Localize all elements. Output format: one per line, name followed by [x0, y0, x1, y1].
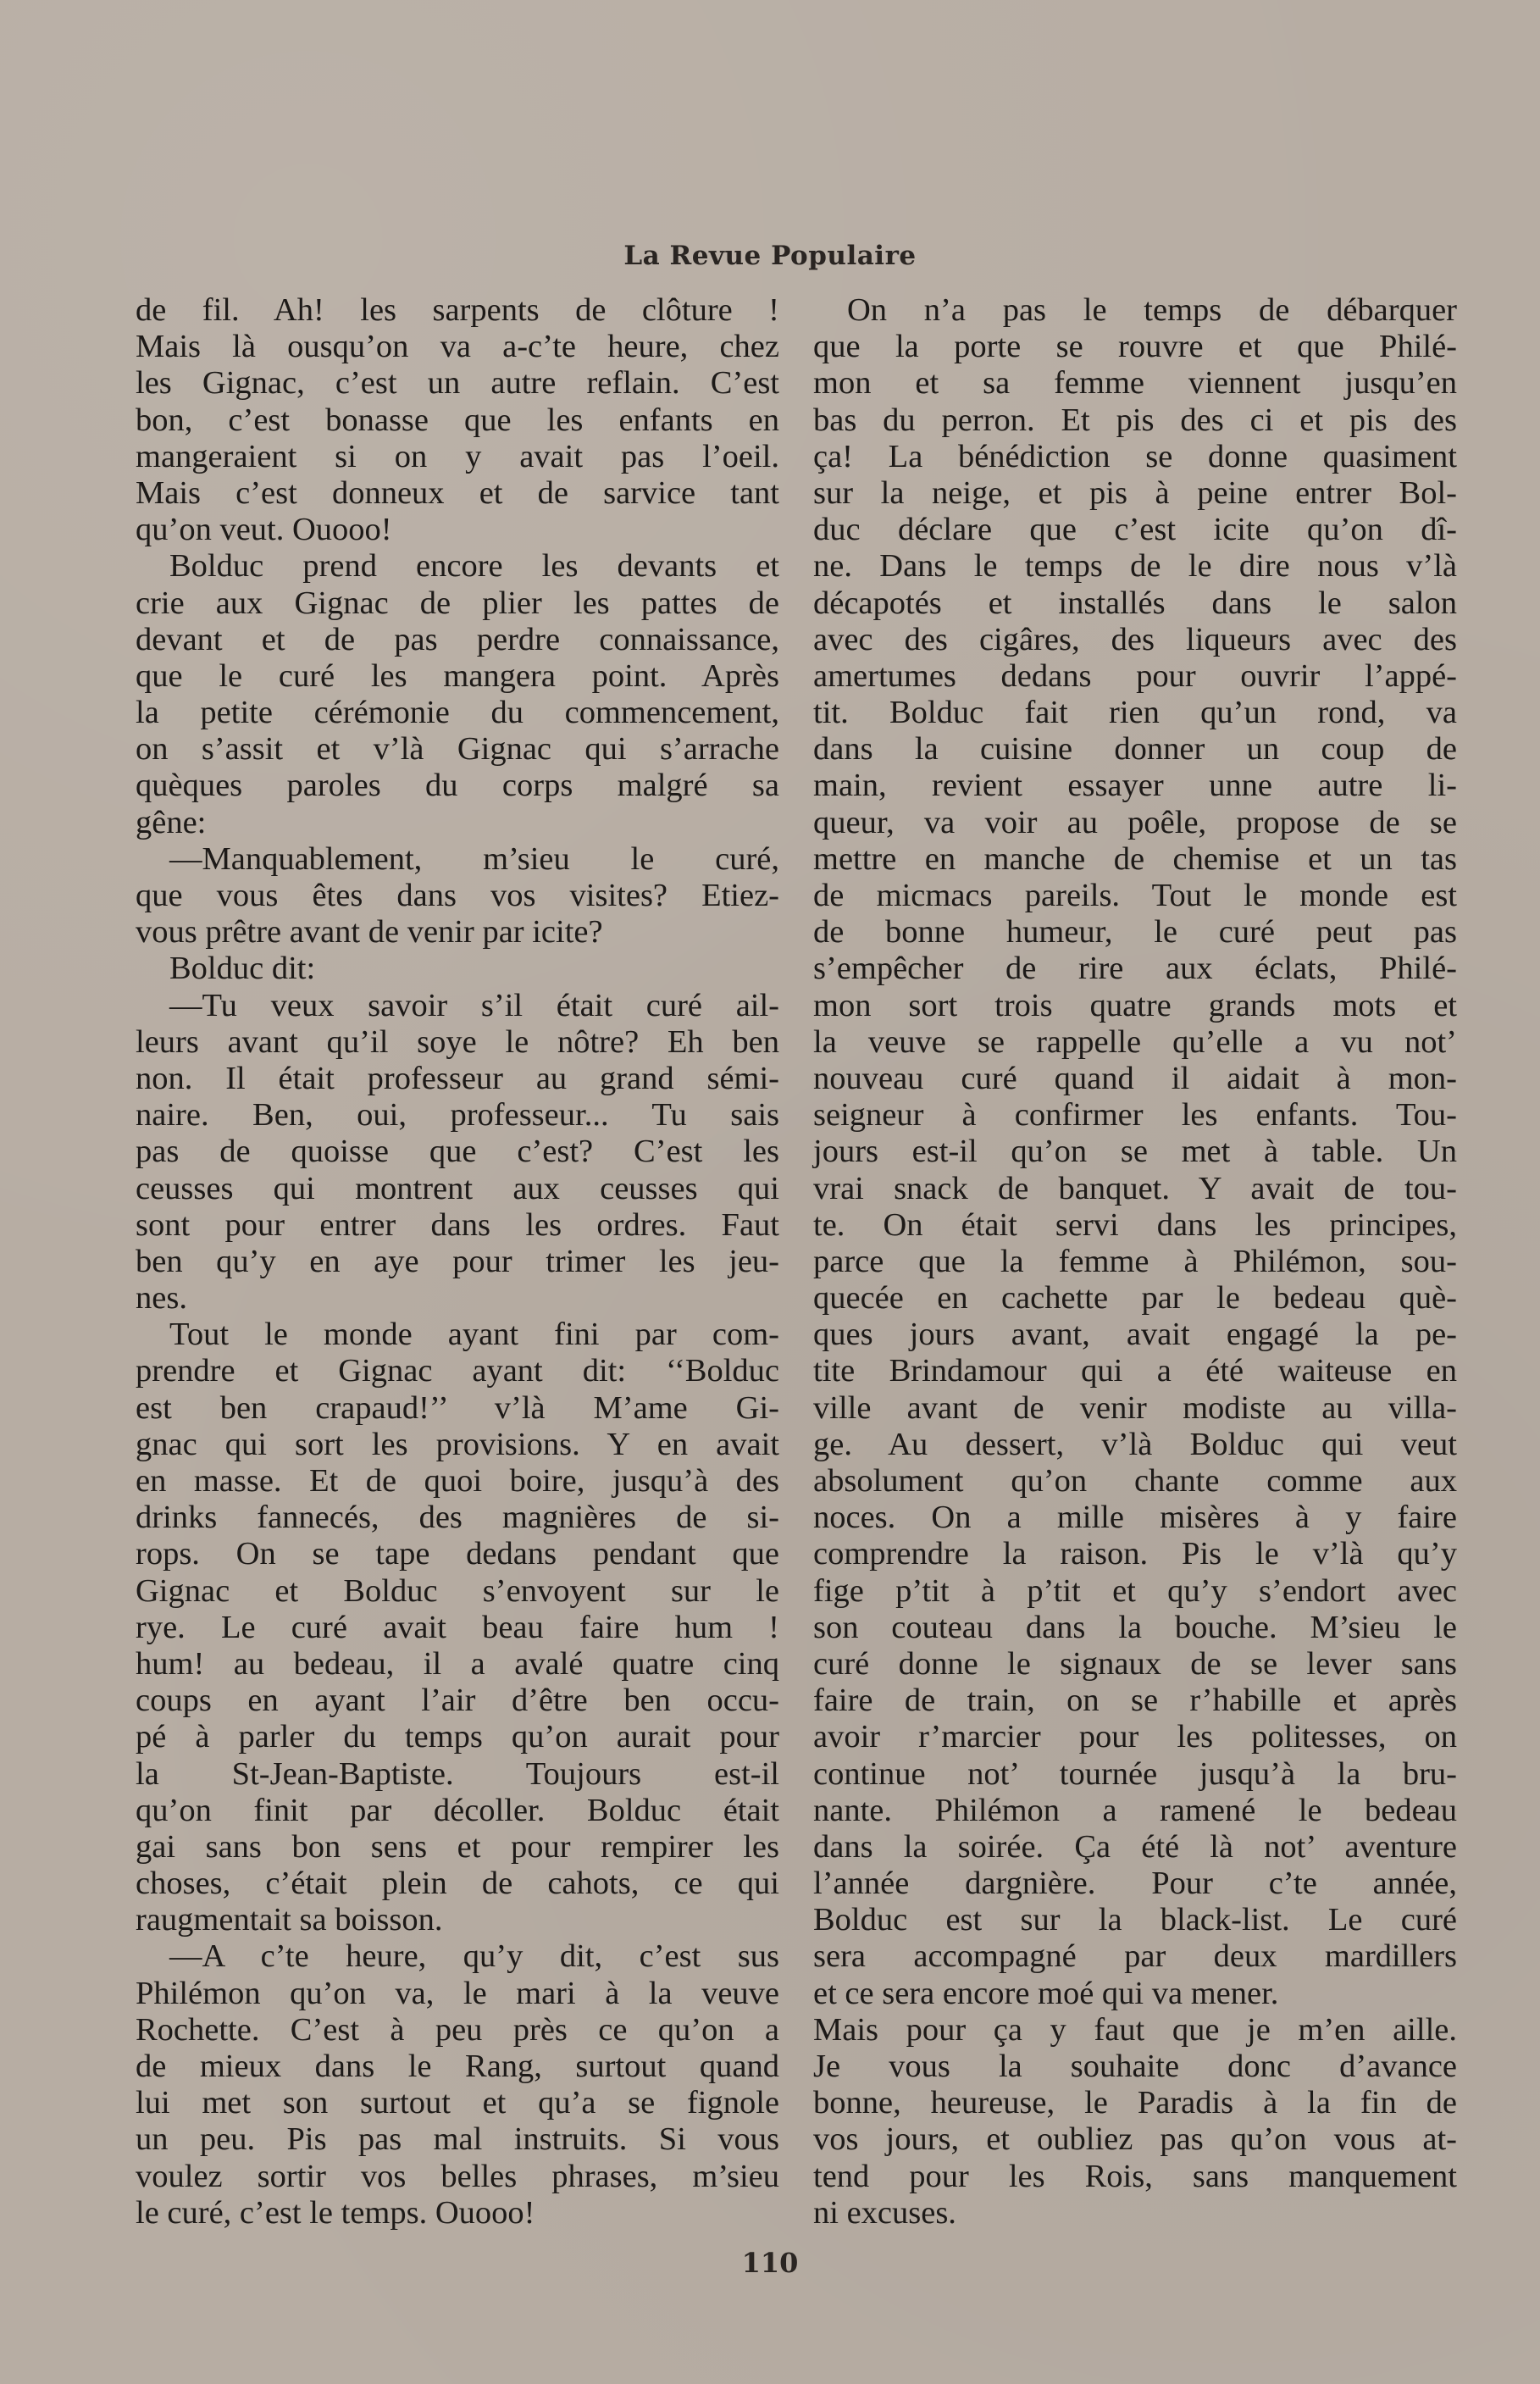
text-line: bas du perron. Et pis des ci et pis des: [813, 402, 1457, 438]
text-line: en masse. Et de quoi boire, jusqu’à des: [136, 1463, 779, 1499]
text-line: les Gignac, c’est un autre reflain. C’est: [136, 365, 779, 402]
text-line: choses, c’était plein de cahots, ce qui: [136, 1866, 779, 1902]
text-line: parce que la femme à Philémon, sou-: [813, 1243, 1457, 1279]
text-line: qu’on finit par décoller. Bolduc était: [136, 1792, 779, 1828]
text-line: vos jours, et oubliez pas qu’on vous at-: [813, 2121, 1457, 2158]
text-line: dans la cuisine donner un coup de: [813, 731, 1457, 768]
text-line: de mieux dans le Rang, surtout quand: [136, 2049, 779, 2084]
running-header: La Revue Populaire: [623, 241, 917, 271]
text-line: bonne, heureuse, le Paradis à la fin de: [813, 2085, 1457, 2121]
text-line: amertumes dedans pour ouvrir l’appé-: [813, 657, 1457, 694]
text-line: Rochette. C’est à peu près ce qu’on a: [136, 2011, 779, 2048]
text-line: que vous êtes dans vos visites? Etiez-: [136, 878, 779, 913]
text-line: nante. Philémon a ramené le bedeau: [813, 1792, 1457, 1828]
text-line: non. Il était professeur au grand sémi-: [136, 1060, 779, 1096]
text-line: rops. On se tape dedans pendant que: [136, 1536, 779, 1572]
text-line: —Manquablement, m’sieu le curé,: [169, 840, 779, 877]
text-line: tite Brindamour qui a été waiteuse en: [813, 1353, 1457, 1389]
text-line: Bolduc est sur la black-list. Le curé: [813, 1902, 1457, 1938]
text-line: hum! au bedeau, il a avalé quatre cinq: [136, 1645, 779, 1682]
text-line: nouveau curé quand il aidait à mon-: [813, 1060, 1457, 1096]
text-line: naire. Ben, oui, professeur... Tu sais: [136, 1097, 779, 1134]
text-line: Mais c’est donneux et de sarvice tant: [136, 474, 779, 511]
text-line: lui met son surtout et qu’a se fignole: [136, 2085, 779, 2121]
text-line: On n’a pas le temps de débarquer: [847, 292, 1457, 328]
text-line: crie aux Gignac de plier les pattes de: [136, 585, 779, 621]
text-line: ceusses qui montrent aux ceusses qui: [136, 1170, 779, 1206]
text-line: duc déclare que c’est icite qu’on dî-: [813, 512, 1457, 548]
text-line: Je vous la souhaite donc d’avance: [813, 2049, 1457, 2084]
text-line: ville avant de venir modiste au villa-: [813, 1389, 1457, 1426]
text-line: devant et de pas perdre connaissance,: [136, 621, 779, 657]
text-line: son couteau dans la bouche. M’sieu le: [813, 1609, 1457, 1645]
text-line: —Tu veux savoir s’il était curé ail-: [169, 987, 779, 1023]
text-line: la veuve se rappelle qu’elle a vu not’: [813, 1023, 1457, 1060]
text-line: pas de quoisse que c’est? C’est les: [136, 1134, 779, 1170]
text-line: un peu. Pis pas mal instruits. Si vous: [136, 2121, 779, 2158]
text-line: ni excuses.: [813, 2194, 956, 2231]
text-line: coups en ayant l’air d’être ben occu-: [136, 1683, 779, 1719]
text-line: Tout le monde ayant fini par com-: [169, 1317, 779, 1353]
text-line: de micmacs pareils. Tout le monde est: [813, 878, 1457, 913]
text-line: de fil. Ah! les sarpents de clôture !: [136, 292, 779, 328]
text-line: qu’on veut. Ouooo!: [136, 512, 392, 548]
page-number: 110: [741, 2247, 799, 2279]
text-line: vous prêtre avant de venir par icite?: [136, 914, 603, 951]
text-line: voulez sortir vos belles phrases, m’sieu: [136, 2158, 779, 2194]
text-line: leurs avant qu’il soye le nôtre? Eh ben: [136, 1023, 779, 1060]
text-line: l’année dargnière. Pour c’te année,: [813, 1866, 1457, 1902]
text-line: vrai snack de banquet. Y avait de tou-: [813, 1170, 1457, 1206]
text-line: dans la soirée. Ça été là not’ aventure: [813, 1828, 1457, 1865]
text-line: Mais là ousqu’on va a-c’te heure, chez: [136, 329, 779, 365]
text-line: avec des cigâres, des liqueurs avec des: [813, 621, 1457, 657]
text-line: tit. Bolduc fait rien qu’un rond, va: [813, 695, 1457, 731]
text-line: gai sans bon sens et pour rempirer les: [136, 1828, 779, 1865]
text-line: absolument qu’on chante comme aux: [813, 1463, 1457, 1499]
text-line: s’empêcher de rire aux éclats, Philé-: [813, 951, 1457, 987]
right-text-column: [813, 292, 1457, 2232]
text-line: continue not’ tournée jusqu’à la bru-: [813, 1755, 1457, 1792]
text-line: —A c’te heure, qu’y dit, c’est sus: [169, 1938, 779, 1975]
left-text-column: [136, 292, 779, 2232]
text-line: est ben crapaud!’’ v’là M’ame Gi-: [136, 1389, 779, 1426]
text-line: Gignac et Bolduc s’envoyent sur le: [136, 1572, 779, 1609]
text-line: avoir r’marcier pour les politesses, on: [813, 1719, 1457, 1755]
text-line: mettre en manche de chemise et un tas: [813, 840, 1457, 877]
text-line: mon sort trois quatre grands mots et: [813, 987, 1457, 1023]
text-line: ben qu’y en aye pour trimer les jeu-: [136, 1243, 779, 1279]
text-line: la petite cérémonie du commencement,: [136, 695, 779, 731]
text-line: Bolduc dit:: [169, 951, 316, 987]
text-line: curé donne le signaux de se lever sans: [813, 1645, 1457, 1682]
text-line: te. On était servi dans les principes,: [813, 1206, 1457, 1243]
text-line: que le curé les mangera point. Après: [136, 657, 779, 694]
text-line: et ce sera encore moé qui va mener.: [813, 1975, 1279, 2011]
text-line: pé à parler du temps qu’on aurait pour: [136, 1719, 779, 1755]
text-line: tend pour les Rois, sans manquement: [813, 2158, 1457, 2194]
text-line: bon, c’est bonasse que les enfants en: [136, 402, 779, 438]
text-line: faire de train, on se r’habille et après: [813, 1683, 1457, 1719]
text-line: mangeraient si on y avait pas l’oeil.: [136, 438, 779, 474]
text-line: Mais pour ça y faut que je m’en aille.: [813, 2011, 1457, 2048]
text-line: de bonne humeur, le curé peut pas: [813, 914, 1457, 951]
text-line: ques jours avant, avait engagé la pe-: [813, 1317, 1457, 1353]
text-line: fige p’tit à p’tit et qu’y s’endort avec: [813, 1572, 1457, 1609]
text-line: le curé, c’est le temps. Ouooo!: [136, 2194, 535, 2231]
text-line: ça! La bénédiction se donne quasiment: [813, 438, 1457, 474]
text-line: Bolduc prend encore les devants et: [169, 548, 779, 585]
text-line: mon et sa femme viennent jusqu’en: [813, 365, 1457, 402]
text-line: que la porte se rouvre et que Philé-: [813, 329, 1457, 365]
text-line: quecée en cachette par le bedeau què-: [813, 1280, 1457, 1317]
text-line: Philémon qu’on va, le mari à la veuve: [136, 1975, 779, 2011]
text-line: on s’assit et v’là Gignac qui s’arrache: [136, 731, 779, 768]
text-line: nes.: [136, 1280, 187, 1317]
text-line: sur la neige, et pis à peine entrer Bol-: [813, 474, 1457, 511]
text-line: quèques paroles du corps malgré sa: [136, 768, 779, 804]
text-line: prendre et Gignac ayant dit: ‘‘Bolduc: [136, 1353, 779, 1389]
text-line: jours est-il qu’on se met à table. Un: [813, 1134, 1457, 1170]
text-line: drinks fannecés, des magnières de si-: [136, 1500, 779, 1536]
text-line: seigneur à confirmer les enfants. Tou-: [813, 1097, 1457, 1134]
text-line: rye. Le curé avait beau faire hum !: [136, 1609, 779, 1645]
text-line: ne. Dans le temps de le dire nous v’là: [813, 548, 1457, 585]
text-line: sont pour entrer dans les ordres. Faut: [136, 1206, 779, 1243]
text-line: décapotés et installés dans le salon: [813, 585, 1457, 621]
text-line: gnac qui sort les provisions. Y en avait: [136, 1426, 779, 1462]
text-line: noces. On a mille misères à y faire: [813, 1500, 1457, 1536]
text-line: comprendre la raison. Pis le v’là qu’y: [813, 1536, 1457, 1572]
text-line: main, revient essayer unne autre li-: [813, 768, 1457, 804]
text-line: gêne:: [136, 804, 207, 840]
text-line: queur, va voir au poêle, propose de se: [813, 804, 1457, 840]
text-line: sera accompagné par deux mardillers: [813, 1938, 1457, 1975]
text-line: la St-Jean-Baptiste. Toujours est-il: [136, 1755, 779, 1792]
text-line: ge. Au dessert, v’là Bolduc qui veut: [813, 1426, 1457, 1462]
text-line: raugmentait sa boisson.: [136, 1902, 443, 1938]
